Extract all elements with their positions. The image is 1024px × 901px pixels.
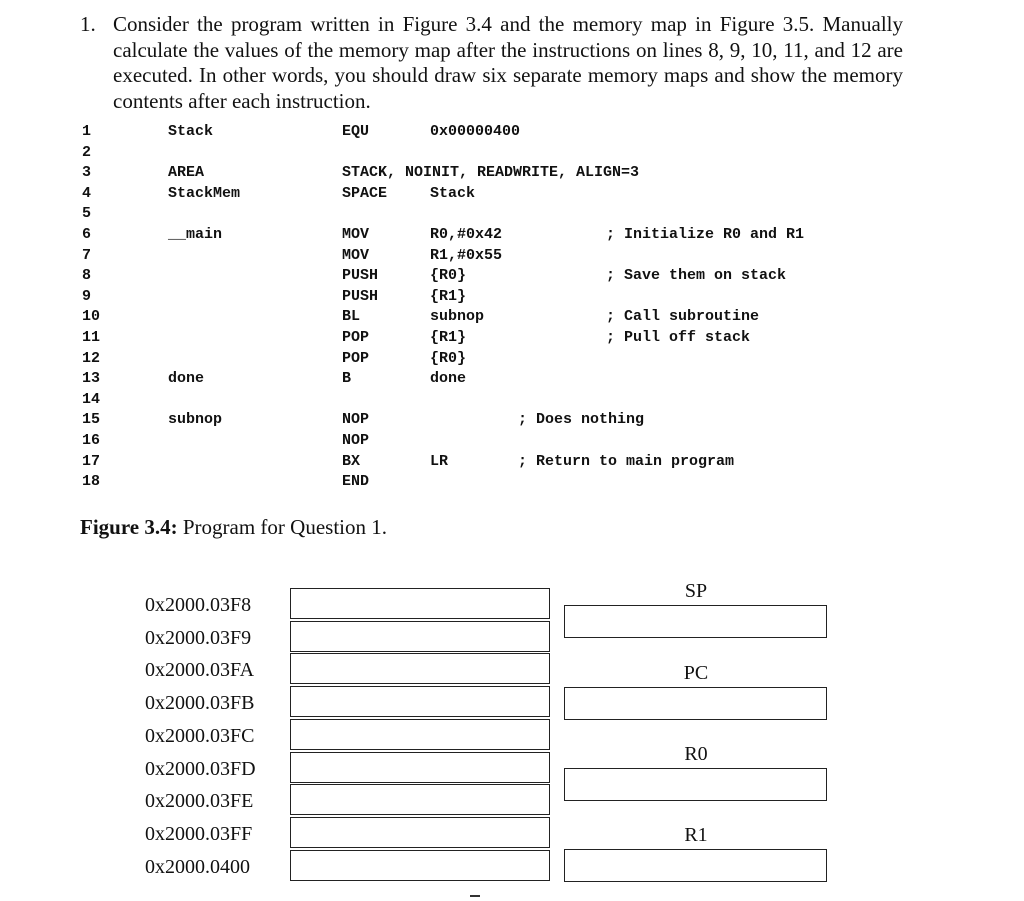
code-opcode: MOV (342, 226, 370, 243)
memory-address: 0x2000.03F9 (145, 626, 252, 649)
code-line (0, 226, 1024, 246)
code-line (0, 411, 1024, 431)
memory-cell (290, 752, 550, 783)
line-number: 6 (82, 226, 92, 243)
line-number: 16 (82, 432, 101, 449)
register-label-r1: R1 (684, 824, 708, 846)
line-number: 3 (82, 164, 92, 182)
figure-caption-text: Program for Question 1. (177, 515, 387, 539)
code-label: __main (168, 226, 223, 243)
line-number: 17 (82, 452, 101, 470)
code-line (0, 432, 1024, 452)
line-number: 18 (82, 473, 101, 491)
register-box-r0 (564, 768, 827, 801)
code-label: subnop (168, 411, 223, 429)
figure-caption (80, 515, 387, 540)
memory-address: 0x2000.03FB (145, 692, 255, 715)
memory-address: 0x2000.03FF (145, 822, 253, 845)
code-operands: done (430, 370, 467, 388)
code-line (0, 329, 1024, 349)
line-number: 14 (82, 390, 101, 408)
code-opcode: NOP (342, 411, 370, 429)
code-line (0, 308, 1024, 328)
code-comment: ; Return to main program (518, 452, 735, 470)
line-number: 8 (82, 267, 92, 285)
code-label: StackMem (168, 184, 241, 202)
register-box-pc (564, 687, 827, 720)
code-operands: {R0} (430, 267, 467, 285)
divider-mark (470, 895, 480, 897)
code-line (0, 350, 1024, 370)
line-number: 10 (82, 308, 101, 326)
code-operands: subnop (430, 308, 485, 326)
code-comment: ; Save them on stack (606, 267, 787, 285)
code-line (0, 164, 1024, 184)
register-box-sp (564, 605, 827, 638)
code-opcode: PUSH (342, 267, 379, 285)
code-line (0, 185, 1024, 205)
code-opcode: BX (342, 452, 361, 470)
code-opcode: EQU (342, 123, 370, 140)
memory-address: 0x2000.0400 (145, 855, 250, 878)
line-number: 4 (82, 184, 92, 202)
code-opcode: MOV (342, 246, 370, 264)
register-box-r1 (564, 849, 827, 882)
line-number: 13 (82, 370, 101, 388)
code-line (0, 205, 1024, 225)
code-opcode: POP (342, 329, 370, 346)
code-operands: 0x00000400 (430, 123, 521, 140)
memory-cell (290, 784, 550, 815)
code-comment: ; Does nothing (518, 411, 645, 429)
code-operands: Stack (430, 184, 476, 202)
memory-address: 0x2000.03FC (145, 724, 255, 747)
code-opcode: BL (342, 308, 361, 326)
code-comment: ; Call subroutine (606, 308, 760, 326)
memory-address: 0x2000.03FA (145, 659, 255, 682)
code-operands: LR (430, 452, 449, 470)
code-line (0, 370, 1024, 390)
memory-cell (290, 719, 550, 750)
code-opcode: POP (342, 349, 370, 367)
code-line (0, 288, 1024, 308)
register-label-r0: R0 (684, 743, 708, 765)
memory-cell (290, 850, 550, 881)
code-line (0, 247, 1024, 267)
code-opcode: B (342, 370, 352, 388)
code-operands: {R0} (430, 349, 467, 367)
line-number: 11 (82, 329, 101, 346)
memory-cell (290, 621, 550, 652)
code-line (0, 473, 1024, 493)
question-number: 1. (80, 12, 96, 36)
line-number: 7 (82, 246, 92, 264)
code-label: Stack (168, 123, 214, 140)
memory-address: 0x2000.03FE (145, 790, 254, 813)
line-number: 12 (82, 349, 101, 367)
code-line (0, 267, 1024, 287)
line-number: 5 (82, 205, 92, 223)
memory-cell (290, 588, 550, 619)
figure-caption-label: Figure 3.4: (80, 515, 178, 539)
code-line (0, 453, 1024, 473)
memory-address: 0x2000.03FD (145, 757, 256, 780)
code-label: AREA (168, 164, 205, 182)
code-line (0, 391, 1024, 411)
memory-cell (290, 686, 550, 717)
code-operands: R1,#0x55 (430, 246, 503, 264)
code-line (0, 144, 1024, 164)
code-operands: {R1} (430, 329, 467, 346)
line-number: 9 (82, 287, 92, 305)
memory-cell (290, 653, 550, 684)
code-opcode: NOP (342, 432, 370, 449)
register-label-sp: SP (684, 580, 708, 602)
code-label: done (168, 370, 205, 388)
line-number: 15 (82, 411, 101, 429)
code-operands: R0,#0x42 (430, 226, 503, 243)
memory-address: 0x2000.03F8 (145, 594, 252, 616)
question-text: Consider the program written in Figure 3.4 and the memory map in Figure 3.5. Manually calculate the values of the memory map after the instructions on lines 8, 9, 10, 11, and 12 are executed. In other words, you should draw six separate memory maps and show the memory contents after each instruction. (113, 12, 903, 113)
line-number: 2 (82, 143, 92, 161)
code-opcode: STACK, NOINIT, READWRITE, ALIGN=3 (342, 164, 640, 182)
memory-cell (290, 817, 550, 848)
code-opcode: END (342, 473, 370, 491)
code-operands: {R1} (430, 287, 467, 305)
code-opcode: SPACE (342, 184, 388, 202)
code-comment: ; Pull off stack (606, 329, 751, 346)
register-label-pc: PC (683, 662, 709, 684)
code-opcode: PUSH (342, 287, 379, 305)
code-line (0, 123, 1024, 143)
code-comment: ; Initialize R0 and R1 (606, 226, 805, 243)
line-number: 1 (82, 123, 92, 140)
